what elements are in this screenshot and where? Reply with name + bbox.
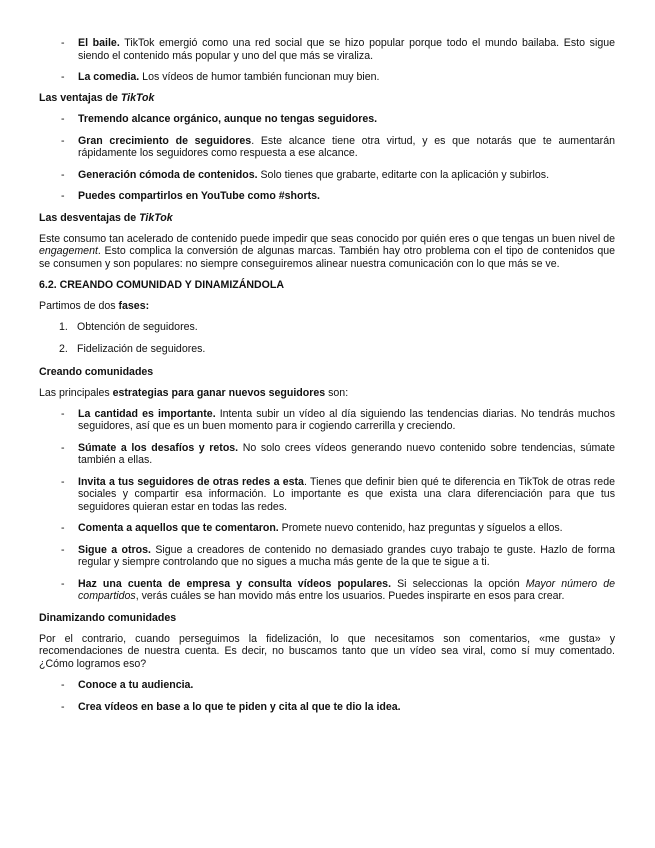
creando-heading: Creando comunidades (39, 365, 154, 378)
list-item: 2. Fidelización de seguidores. (59, 343, 206, 356)
estrategias-intro: Las principales estrategias para ganar nuevos seguidores son: (39, 386, 349, 399)
list-item: - Generación cómoda de contenidos. Solo tienes que grabarte, editarte con la aplicación y subirlos. (39, 169, 615, 182)
list-item: - Invita a tus seguidores de otras redes a esta. Tienes que definir bien qué te diferencia en TikTok de otras rede sociales y compartir esa información. Lo importante es que exista una clara diferenciación para que tus seguidores quieran estar en todas las redes. (39, 476, 615, 514)
dinamizando-heading: Dinamizando comunidades (39, 611, 177, 624)
list-item: - Haz una cuenta de empresa y consulta vídeos populares. Si seleccionas la opción Mayor número de compartidos, verás cuáles se han movido más entre los usuarios. Puedes inspirarte en esos para crear. (39, 578, 615, 603)
list-item: - La comedia. Los vídeos de humor también funcionan muy bien. (39, 71, 615, 84)
list-item: - Conoce a tu audiencia. (39, 679, 615, 692)
list-item: - Sigue a otros. Sigue a creadores de contenido no demasiado grandes cuyo trabajo te guste. Hazlo de forma regular y siempre controlando que no sigues a mucha más gente de la que te sigue a ti. (39, 544, 615, 569)
ventajas-heading: Las ventajas de TikTok (39, 92, 155, 105)
list-item: - Súmate a los desafíos y retos. No solo crees vídeos generando nuevo contenido sobre tendencias, súmate también a ellas. (39, 442, 615, 467)
dinamizando-list (39, 679, 615, 713)
ventajas-list (39, 113, 615, 202)
list-item: - Comenta a aquellos que te comentaron. Promete nuevo contenido, haz preguntas y síguelos a ellos. (39, 522, 615, 535)
desventajas-heading: Las desventajas de TikTok (39, 211, 173, 224)
section-heading: 6.2. CREANDO COMUNIDAD Y DINAMIZÁNDOLA (39, 279, 285, 292)
dinamizando-paragraph: Por el contrario, cuando perseguimos la fidelización, lo que necesitamos son comentarios, «me gusta» y recomendaciones de nuestra cuenta. Es decir, no buscamos tanto que un vídeo sea viral, como sí muy comentado. ¿Cómo logramos eso? (39, 632, 615, 671)
desventajas-paragraph: Este consumo tan acelerado de contenido puede impedir que seas conocido por quién eres o que tengas un buen nivel de engagement. Esto complica la conversión de algunas marcas. También hay otro problema con el tipo de contenidos que se consumen y son populares: no siempre conseguiremos alinear nuestra comunicación con lo que más se ve. (39, 232, 615, 270)
estrategias-list (39, 408, 615, 603)
fases-intro: Partimos de dos fases: (39, 300, 150, 313)
list-item: - El baile. TikTok emergió como una red social que se hizo popular porque todo el mundo bailaba. Esto sigue siendo el contenido más popular y uno del que más se viraliza. (39, 37, 615, 62)
list-item: - Puedes compartirlos en YouTube como #shorts. (39, 190, 615, 203)
list-item: - Tremendo alcance orgánico, aunque no tengas seguidores. (39, 113, 615, 126)
list-item: - La cantidad es importante. Intenta subir un vídeo al día siguiendo las tendencias diarias. No tendrás muchos seguidores, así que es un buen momento para ir cogiendo carrerilla y creciendo. (39, 408, 615, 433)
list-item: - Crea vídeos en base a lo que te piden y cita al que te dio la idea. (39, 701, 615, 714)
list-item: - Gran crecimiento de seguidores. Este alcance tiene otra virtud, y es que notarás que te aumentarán rápidamente los seguidores como respuesta a ese alcance. (39, 135, 615, 160)
fases-list (39, 321, 615, 356)
content-type-list (39, 37, 615, 84)
list-item: 1. Obtención de seguidores. (59, 321, 198, 334)
